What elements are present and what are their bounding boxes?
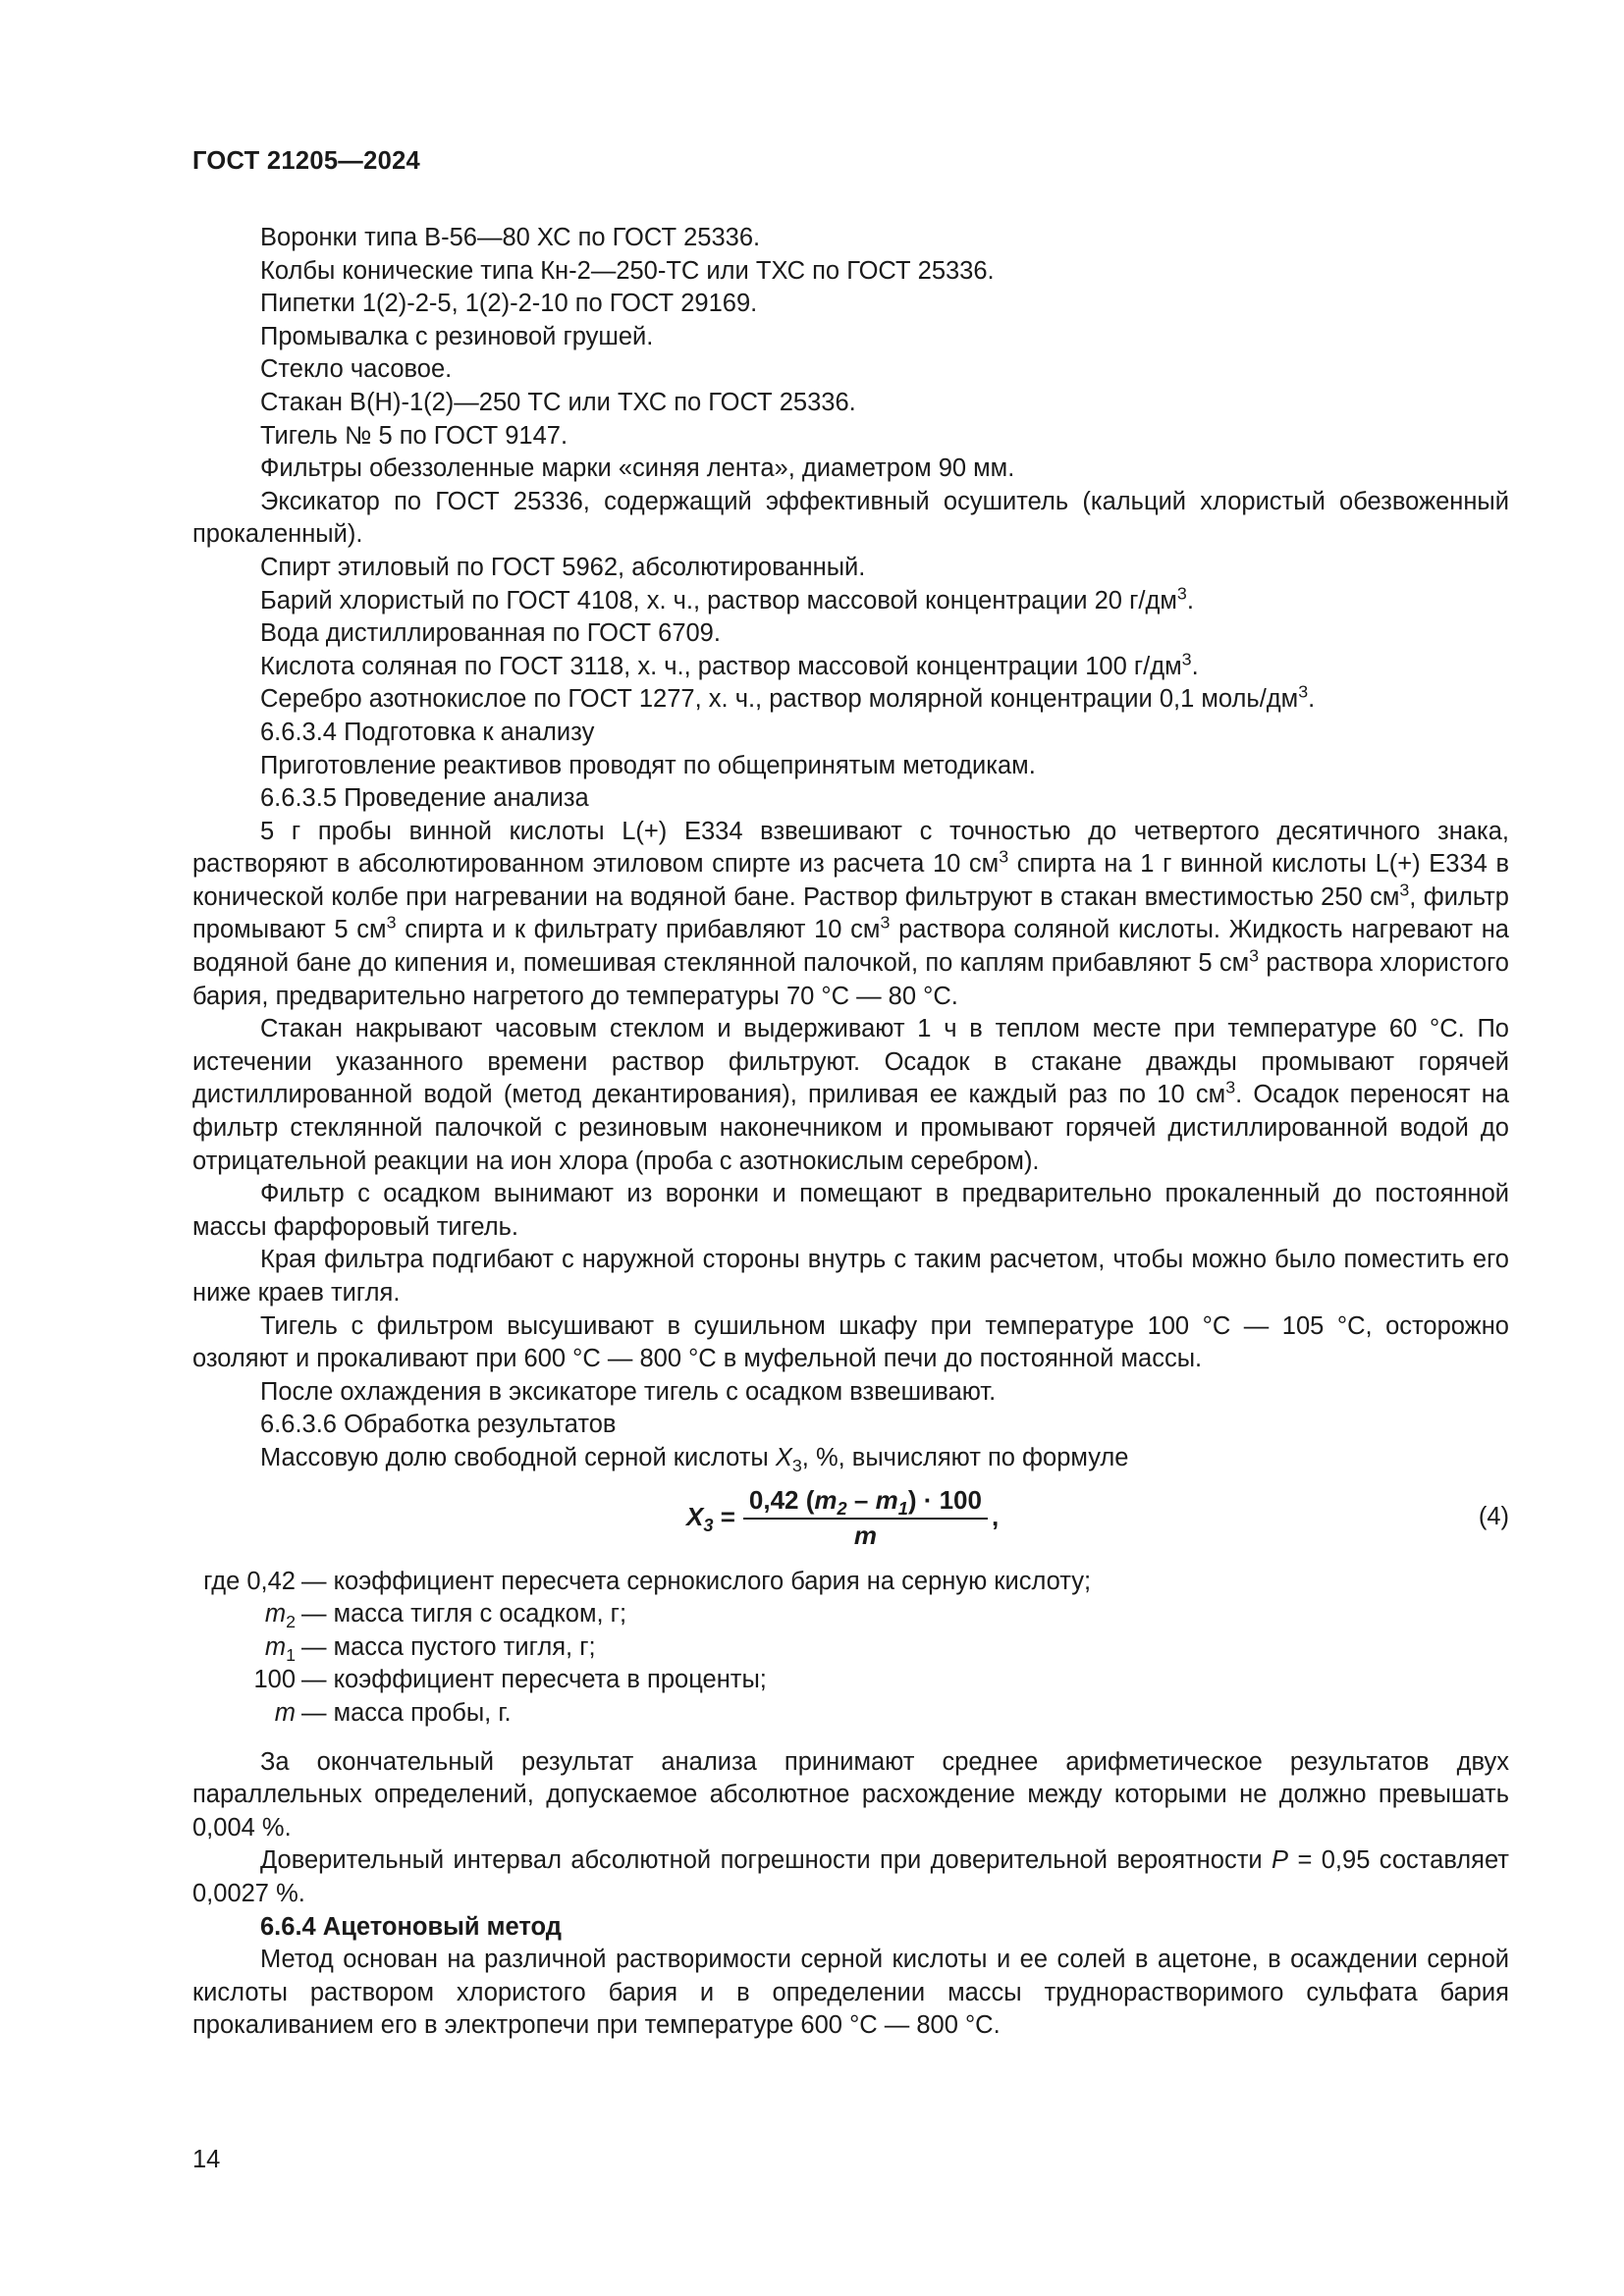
definition-text: — коэффициент пересчета сернокислого бария на серную кислоту; <box>301 1567 1092 1595</box>
paragraph: Массовую долю свободной серной кислоты $X_3$, %, вычисляют по формуле <box>260 1443 1129 1476</box>
standard-header: ГОСТ 21205—2024 <box>192 147 421 175</box>
page-number: 14 <box>192 2146 221 2173</box>
list-item: Эксикатор по ГОСТ 25336, содержащий эффективный осушитель (кальций хлористый обезвоженный прокаленный). <box>192 487 1509 549</box>
definition-row <box>192 1631 1509 1665</box>
definition-text: — масса пустого тигля, г; <box>301 1632 596 1661</box>
section-heading: 6.6.3.4 Подготовка к анализу <box>260 718 595 746</box>
paragraph: Тигель с фильтром высушивают в сушильном шкафу при температуре 100 °С — 105 °С, осторожно озоляют и прокаливают при 600 °С — 800 °С в муфельной печи до постоянной массы. <box>192 1311 1509 1373</box>
definition-symbol: $m_1$ <box>264 1632 296 1665</box>
list-item: Стекло часовое. <box>260 355 453 384</box>
reagent-water: Вода дистиллированная по ГОСТ 6709. <box>260 619 721 648</box>
paragraph: Фильтр с осадком вынимают из воронки и помещают в предварительно прокаленный до постоянной массы фарфоровый тигель. <box>192 1180 1509 1241</box>
paragraph: Края фильтра подгибают с наружной стороны внутрь с таким расчетом, чтобы можно было поместить его ниже краев тигля. <box>192 1246 1509 1307</box>
list-item: Колбы конические типа Кн-2—250-ТС или ТХС по ГОСТ 25336. <box>260 256 995 285</box>
section-heading: 6.6.3.5 Проведение анализа <box>260 784 589 813</box>
formula-comma: , <box>991 1501 1000 1531</box>
definition-symbol: где 0,42 <box>203 1567 296 1595</box>
formula-block <box>192 1479 1509 1564</box>
definition-row <box>192 1697 1509 1731</box>
formula-lhs: $X_3$ = <box>686 1501 735 1535</box>
paragraph: Стакан накрывают часовым стеклом и выдерживают 1 ч в теплом месте при температуре 60 °С. По истечении указанного времени раствор фильтруют. Осадок в стакане дважды промывают горячей дистиллированной водой (метод декантирования), приливая ее каждый раз по 10 $см^3$. Осадок переносят на фильтр стеклянной палочкой с резиновым наконечником и промывают горячей дистиллированной водой до отрицательной реакции на ион хлора (проба с азотнокислым серебром). <box>192 1015 1509 1175</box>
list-item: Стакан В(Н)-1(2)—250 ТС или ТХС по ГОСТ 25336. <box>260 388 856 416</box>
section-heading: 6.6.4 Ацетоновый метод <box>260 1912 562 1941</box>
paragraph: Доверительный интервал абсолютной погрешности при доверительной вероятности P = 0,95 составляет 0,0027 %. <box>192 1846 1509 1907</box>
definition-row <box>192 1598 1509 1631</box>
definition-row <box>192 1664 1509 1697</box>
list-item: Спирт этиловый по ГОСТ 5962, абсолютированный. <box>260 553 866 581</box>
paragraph: За окончательный результат анализа принимают среднее арифметическое результатов двух параллельных определений, допускаемое абсолютное расхождение между которыми не должно превышать 0,004 %. <box>192 1747 1509 1842</box>
definition-row <box>192 1566 1509 1599</box>
paragraph: Метод основан на различной растворимости серной кислоты и ее солей в ацетоне, в осаждении серной кислоты раствором хлористого бария и в определении массы труднорастворимого сульфата бария прокаливанием его в электропечи при температуре 600 °С — 800 °С. <box>192 1946 1509 2040</box>
list-item: Промывалка с резиновой грушей. <box>260 322 654 350</box>
formula-fraction <box>743 1485 988 1550</box>
reagent-hcl: Кислота соляная по ГОСТ 3118, х. ч., раствор массовой концентрации 100 $г/дм^3$. <box>260 649 1199 680</box>
formula-numerator: 0,42 $(m_2 - m_1) \cdot 100$ <box>743 1485 988 1520</box>
definition-symbol: $m_2$ <box>264 1600 296 1632</box>
section-heading: 6.6.3.6 Обработка результатов <box>260 1411 617 1439</box>
formula-denominator: m <box>853 1520 877 1550</box>
reagent-silver: Серебро азотнокислое по ГОСТ 1277, х. ч., раствор молярной концентрации 0,1 моль/$дм^3$. <box>260 681 1316 714</box>
definition-symbol: 100 <box>253 1666 296 1694</box>
list-item: Фильтры обеззоленные марки «синяя лента», диаметром 90 мм. <box>260 454 1015 483</box>
paragraph: После охлаждения в эксикаторе тигель с осадком взвешивают. <box>260 1377 997 1406</box>
definition-text: — масса пробы, г. <box>301 1698 512 1727</box>
definitions-list <box>192 1566 1509 1731</box>
paragraph: 5 г пробы винной кислоты L(+) Е334 взвешивают с точностью до четвертого десятичного знака, растворяют в абсолютированном этиловом спирте из расчета 10 $см^3$ спирта на 1 г винной кислоты L(+) Е334 в конической колбе при нагревании на водяной бане. Раствор фильтруют в стакан вместимостью 250 $см^3$, фильтр промывают 5 $см^3$ спирта и к фильтрату прибавляют 10 $см^3$ раствора соляной кислоты. Жидкость нагревают на водяной бане до кипения и, помешивая стеклянной палочкой, по каплям прибавляют 5 $см^3$ раствора хлористого бария, предварительно нагретого до температуры 70 °С — 80 °С. <box>192 817 1509 1010</box>
reagent-barium: Барий хлористый по ГОСТ 4108, х. ч., раствор массовой концентрации 20 $г/дм^3$. <box>260 583 1194 614</box>
formula-number: (4) <box>1478 1502 1509 1530</box>
formula <box>686 1485 999 1550</box>
list-item: Воронки типа В-56—80 ХС по ГОСТ 25336. <box>260 224 761 251</box>
definition-symbol: m <box>274 1698 296 1727</box>
definition-text: — масса тигля с осадком, г; <box>301 1600 627 1629</box>
definition-text: — коэффициент пересчета в проценты; <box>301 1666 767 1694</box>
page-content <box>192 222 1509 2043</box>
paragraph: Приготовление реактивов проводят по общепринятым методикам. <box>260 751 1036 779</box>
list-item: Тигель № 5 по ГОСТ 9147. <box>260 421 568 450</box>
list-item: Пипетки 1(2)-2-5, 1(2)-2-10 по ГОСТ 29169. <box>260 290 758 318</box>
